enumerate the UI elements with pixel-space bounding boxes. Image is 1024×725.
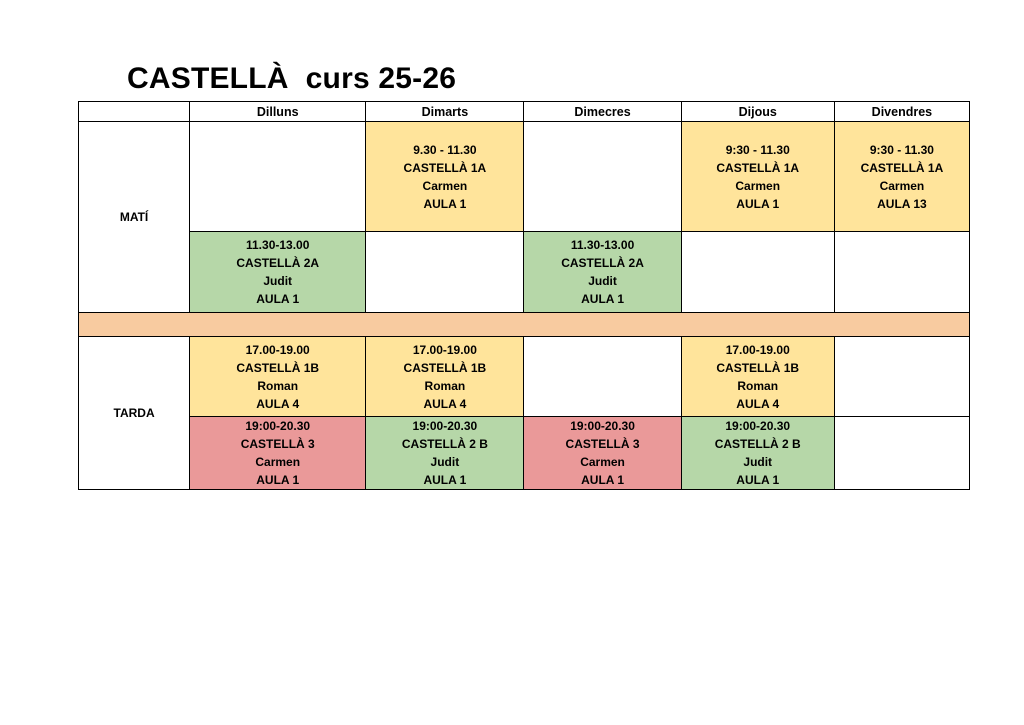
class-room: AULA 1 bbox=[736, 473, 780, 487]
class-slot bbox=[190, 337, 366, 417]
class-time: 19:00-20.30 bbox=[570, 419, 635, 433]
class-time: 9:30 - 11.30 bbox=[869, 142, 934, 157]
class-time: 19:00-20.30 bbox=[245, 419, 311, 433]
class-course: CASTELLÀ 2 B bbox=[714, 437, 801, 451]
empty-slot bbox=[834, 337, 969, 417]
class-course: CASTELLÀ 3 bbox=[240, 437, 315, 451]
class-slot bbox=[834, 122, 969, 232]
class-teacher: Roman bbox=[737, 378, 779, 393]
class-teacher: Judit bbox=[588, 274, 617, 288]
class-slot bbox=[681, 417, 834, 490]
class-time: 19:00-20.30 bbox=[725, 419, 791, 433]
class-time: 17.00-19.00 bbox=[725, 342, 790, 357]
class-room: AULA 1 bbox=[423, 196, 467, 211]
morning-row-2 bbox=[79, 232, 970, 313]
class-time: 11.30-13.00 bbox=[570, 238, 635, 252]
empty-slot bbox=[190, 122, 366, 232]
class-teacher: Judit bbox=[430, 455, 460, 469]
class-time: 9.30 - 11.30 bbox=[413, 142, 477, 157]
class-room: AULA 1 bbox=[423, 473, 467, 487]
period-label-morning: MATÍ bbox=[79, 122, 190, 313]
schedule-table bbox=[78, 101, 970, 490]
class-course: CASTELLÀ 2A bbox=[561, 256, 644, 270]
class-room: AULA 4 bbox=[423, 396, 467, 411]
class-room: AULA 4 bbox=[736, 396, 780, 411]
corner-cell bbox=[79, 102, 190, 122]
afternoon-row-1 bbox=[79, 337, 970, 417]
class-slot bbox=[190, 417, 366, 490]
class-teacher: Carmen bbox=[879, 178, 925, 193]
class-teacher: Judit bbox=[263, 274, 293, 288]
class-time: 19:00-20.30 bbox=[412, 419, 478, 433]
class-time: 17.00-19.00 bbox=[412, 342, 477, 357]
class-room: AULA 4 bbox=[256, 396, 300, 411]
period-label-afternoon: TARDA bbox=[79, 337, 190, 490]
class-time: 17.00-19.00 bbox=[245, 342, 310, 357]
class-course: CASTELLÀ 1B bbox=[403, 360, 487, 375]
empty-slot bbox=[834, 417, 969, 490]
class-room: AULA 1 bbox=[256, 473, 300, 487]
empty-slot bbox=[681, 232, 834, 313]
class-slot bbox=[524, 417, 681, 490]
class-teacher: Judit bbox=[743, 455, 773, 469]
class-room: AULA 13 bbox=[877, 196, 927, 211]
class-slot bbox=[366, 337, 524, 417]
class-teacher: Carmen bbox=[422, 178, 468, 193]
class-room: AULA 1 bbox=[581, 292, 624, 306]
class-slot bbox=[524, 232, 681, 313]
class-slot bbox=[366, 417, 524, 490]
class-course: CASTELLÀ 1B bbox=[716, 360, 800, 375]
class-time: 11.30-13.00 bbox=[246, 238, 310, 252]
class-slot bbox=[681, 337, 834, 417]
header-row bbox=[79, 102, 970, 122]
class-room: AULA 1 bbox=[581, 473, 624, 487]
class-teacher: Roman bbox=[257, 378, 299, 393]
class-course: CASTELLÀ 1A bbox=[403, 160, 487, 175]
class-course: CASTELLÀ 1A bbox=[716, 160, 800, 175]
class-room: AULA 1 bbox=[256, 292, 300, 306]
day-header: Dijous bbox=[681, 102, 834, 122]
empty-slot bbox=[524, 337, 681, 417]
day-header: Dilluns bbox=[190, 102, 366, 122]
class-slot bbox=[681, 122, 834, 232]
empty-slot bbox=[366, 232, 524, 313]
class-course: CASTELLÀ 2A bbox=[236, 256, 320, 270]
class-course: CASTELLÀ 1B bbox=[236, 360, 320, 375]
class-course: CASTELLÀ 3 bbox=[565, 437, 640, 451]
class-course: CASTELLÀ 1A bbox=[860, 160, 944, 175]
afternoon-row-2 bbox=[79, 417, 970, 490]
separator-row bbox=[79, 313, 970, 337]
class-teacher: Carmen bbox=[255, 455, 301, 469]
class-slot bbox=[190, 232, 366, 313]
empty-slot bbox=[524, 122, 681, 232]
day-header: Dimecres bbox=[524, 102, 681, 122]
empty-slot bbox=[834, 232, 969, 313]
page-title: CASTELLÀ curs 25-26 bbox=[127, 62, 457, 95]
class-room: AULA 1 bbox=[736, 196, 780, 211]
separator-band bbox=[79, 313, 970, 337]
class-time: 9:30 - 11.30 bbox=[725, 142, 790, 157]
day-header: Dimarts bbox=[366, 102, 524, 122]
class-teacher: Carmen bbox=[580, 455, 625, 469]
day-header: Divendres bbox=[834, 102, 969, 122]
morning-row-1 bbox=[79, 122, 970, 232]
class-teacher: Carmen bbox=[735, 178, 781, 193]
class-course: CASTELLÀ 2 B bbox=[401, 437, 488, 451]
class-slot bbox=[366, 122, 524, 232]
class-teacher: Roman bbox=[424, 378, 466, 393]
